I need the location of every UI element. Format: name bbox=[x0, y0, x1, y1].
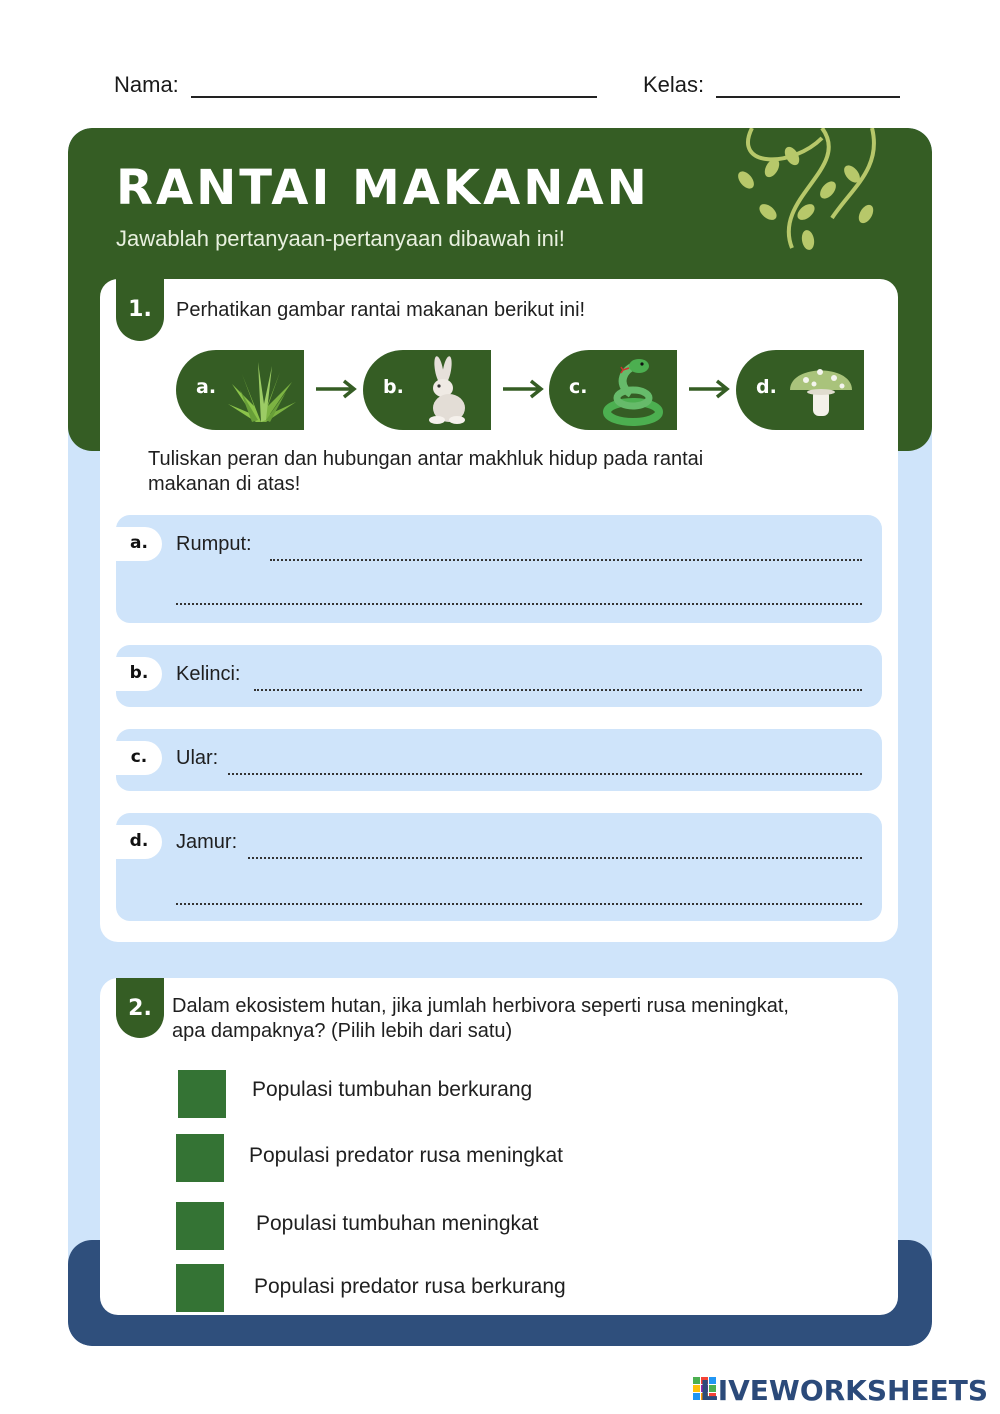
brand-wordmark[interactable]: LIVEWORKSHEETS bbox=[699, 1374, 988, 1407]
answer-block-b bbox=[116, 645, 882, 707]
chain-item-grass bbox=[176, 350, 304, 430]
question-1-instruction: Tuliskan peran dan hubungan antar makhluk hidup pada rantai makanan di atas! bbox=[148, 448, 704, 495]
answer-line[interactable] bbox=[270, 559, 862, 561]
option-checkbox[interactable] bbox=[176, 1264, 224, 1312]
answer-letter: a. bbox=[116, 527, 162, 561]
mushroom-icon bbox=[782, 354, 860, 426]
answer-letter: b. bbox=[116, 657, 162, 691]
answer-letter: c. bbox=[116, 741, 162, 775]
answer-block-d bbox=[116, 813, 882, 921]
answer-label: Kelinci: bbox=[176, 663, 241, 685]
class-label: Kelas: bbox=[643, 72, 705, 97]
option-label: Populasi tumbuhan meningkat bbox=[256, 1212, 539, 1235]
arrow-right-icon bbox=[687, 378, 731, 400]
chain-letter: d. bbox=[756, 376, 777, 398]
snake-icon bbox=[595, 354, 673, 426]
question-number: 1. bbox=[116, 279, 164, 341]
answer-letter: d. bbox=[116, 825, 162, 859]
class-row bbox=[643, 72, 900, 98]
chain-letter: c. bbox=[569, 376, 588, 398]
option-label: Populasi predator rusa berkurang bbox=[254, 1275, 566, 1298]
chain-letter: a. bbox=[196, 376, 217, 398]
answer-line[interactable] bbox=[248, 857, 862, 859]
answer-block-c bbox=[116, 729, 882, 791]
rabbit-icon bbox=[409, 354, 487, 426]
name-row bbox=[114, 72, 597, 98]
answer-line[interactable] bbox=[254, 689, 862, 691]
answer-line[interactable] bbox=[176, 903, 862, 905]
question-1-card bbox=[100, 279, 898, 942]
answer-label: Rumput: bbox=[176, 533, 252, 555]
chain-item-rabbit bbox=[363, 350, 491, 430]
arrow-right-icon bbox=[314, 378, 358, 400]
chain-item-snake bbox=[549, 350, 677, 430]
class-input-line[interactable] bbox=[716, 72, 900, 98]
page-title: RANTAI MAKANAN bbox=[116, 160, 650, 216]
name-input-line[interactable] bbox=[191, 72, 597, 98]
answer-line[interactable] bbox=[176, 603, 862, 605]
question-2-prompt: Dalam ekosistem hutan, jika jumlah herbivora seperti rusa meningkat, apa dampaknya? (Pilih lebih dari satu) bbox=[172, 995, 789, 1042]
name-label: Nama: bbox=[114, 72, 179, 97]
question-1-prompt: Perhatikan gambar rantai makanan berikut ini! bbox=[176, 299, 586, 321]
question-number: 2. bbox=[116, 978, 164, 1038]
question-2-card bbox=[100, 978, 898, 1315]
vine-decoration-icon bbox=[732, 128, 892, 258]
option-checkbox[interactable] bbox=[178, 1070, 226, 1118]
answer-line[interactable] bbox=[228, 773, 862, 775]
option-checkbox[interactable] bbox=[176, 1134, 224, 1182]
answer-block-a bbox=[116, 515, 882, 623]
answer-label: Ular: bbox=[176, 747, 219, 769]
option-label: Populasi tumbuhan berkurang bbox=[252, 1078, 533, 1101]
option-checkbox[interactable] bbox=[176, 1202, 224, 1250]
answer-label: Jamur: bbox=[176, 831, 238, 853]
chain-letter: b. bbox=[383, 376, 404, 398]
grass-icon bbox=[222, 354, 300, 426]
chain-item-mushroom bbox=[736, 350, 864, 430]
page-subtitle: Jawablah pertanyaan-pertanyaan dibawah ini! bbox=[116, 226, 565, 251]
option-label: Populasi predator rusa meningkat bbox=[249, 1144, 564, 1167]
arrow-right-icon bbox=[501, 378, 545, 400]
food-chain bbox=[176, 350, 866, 430]
